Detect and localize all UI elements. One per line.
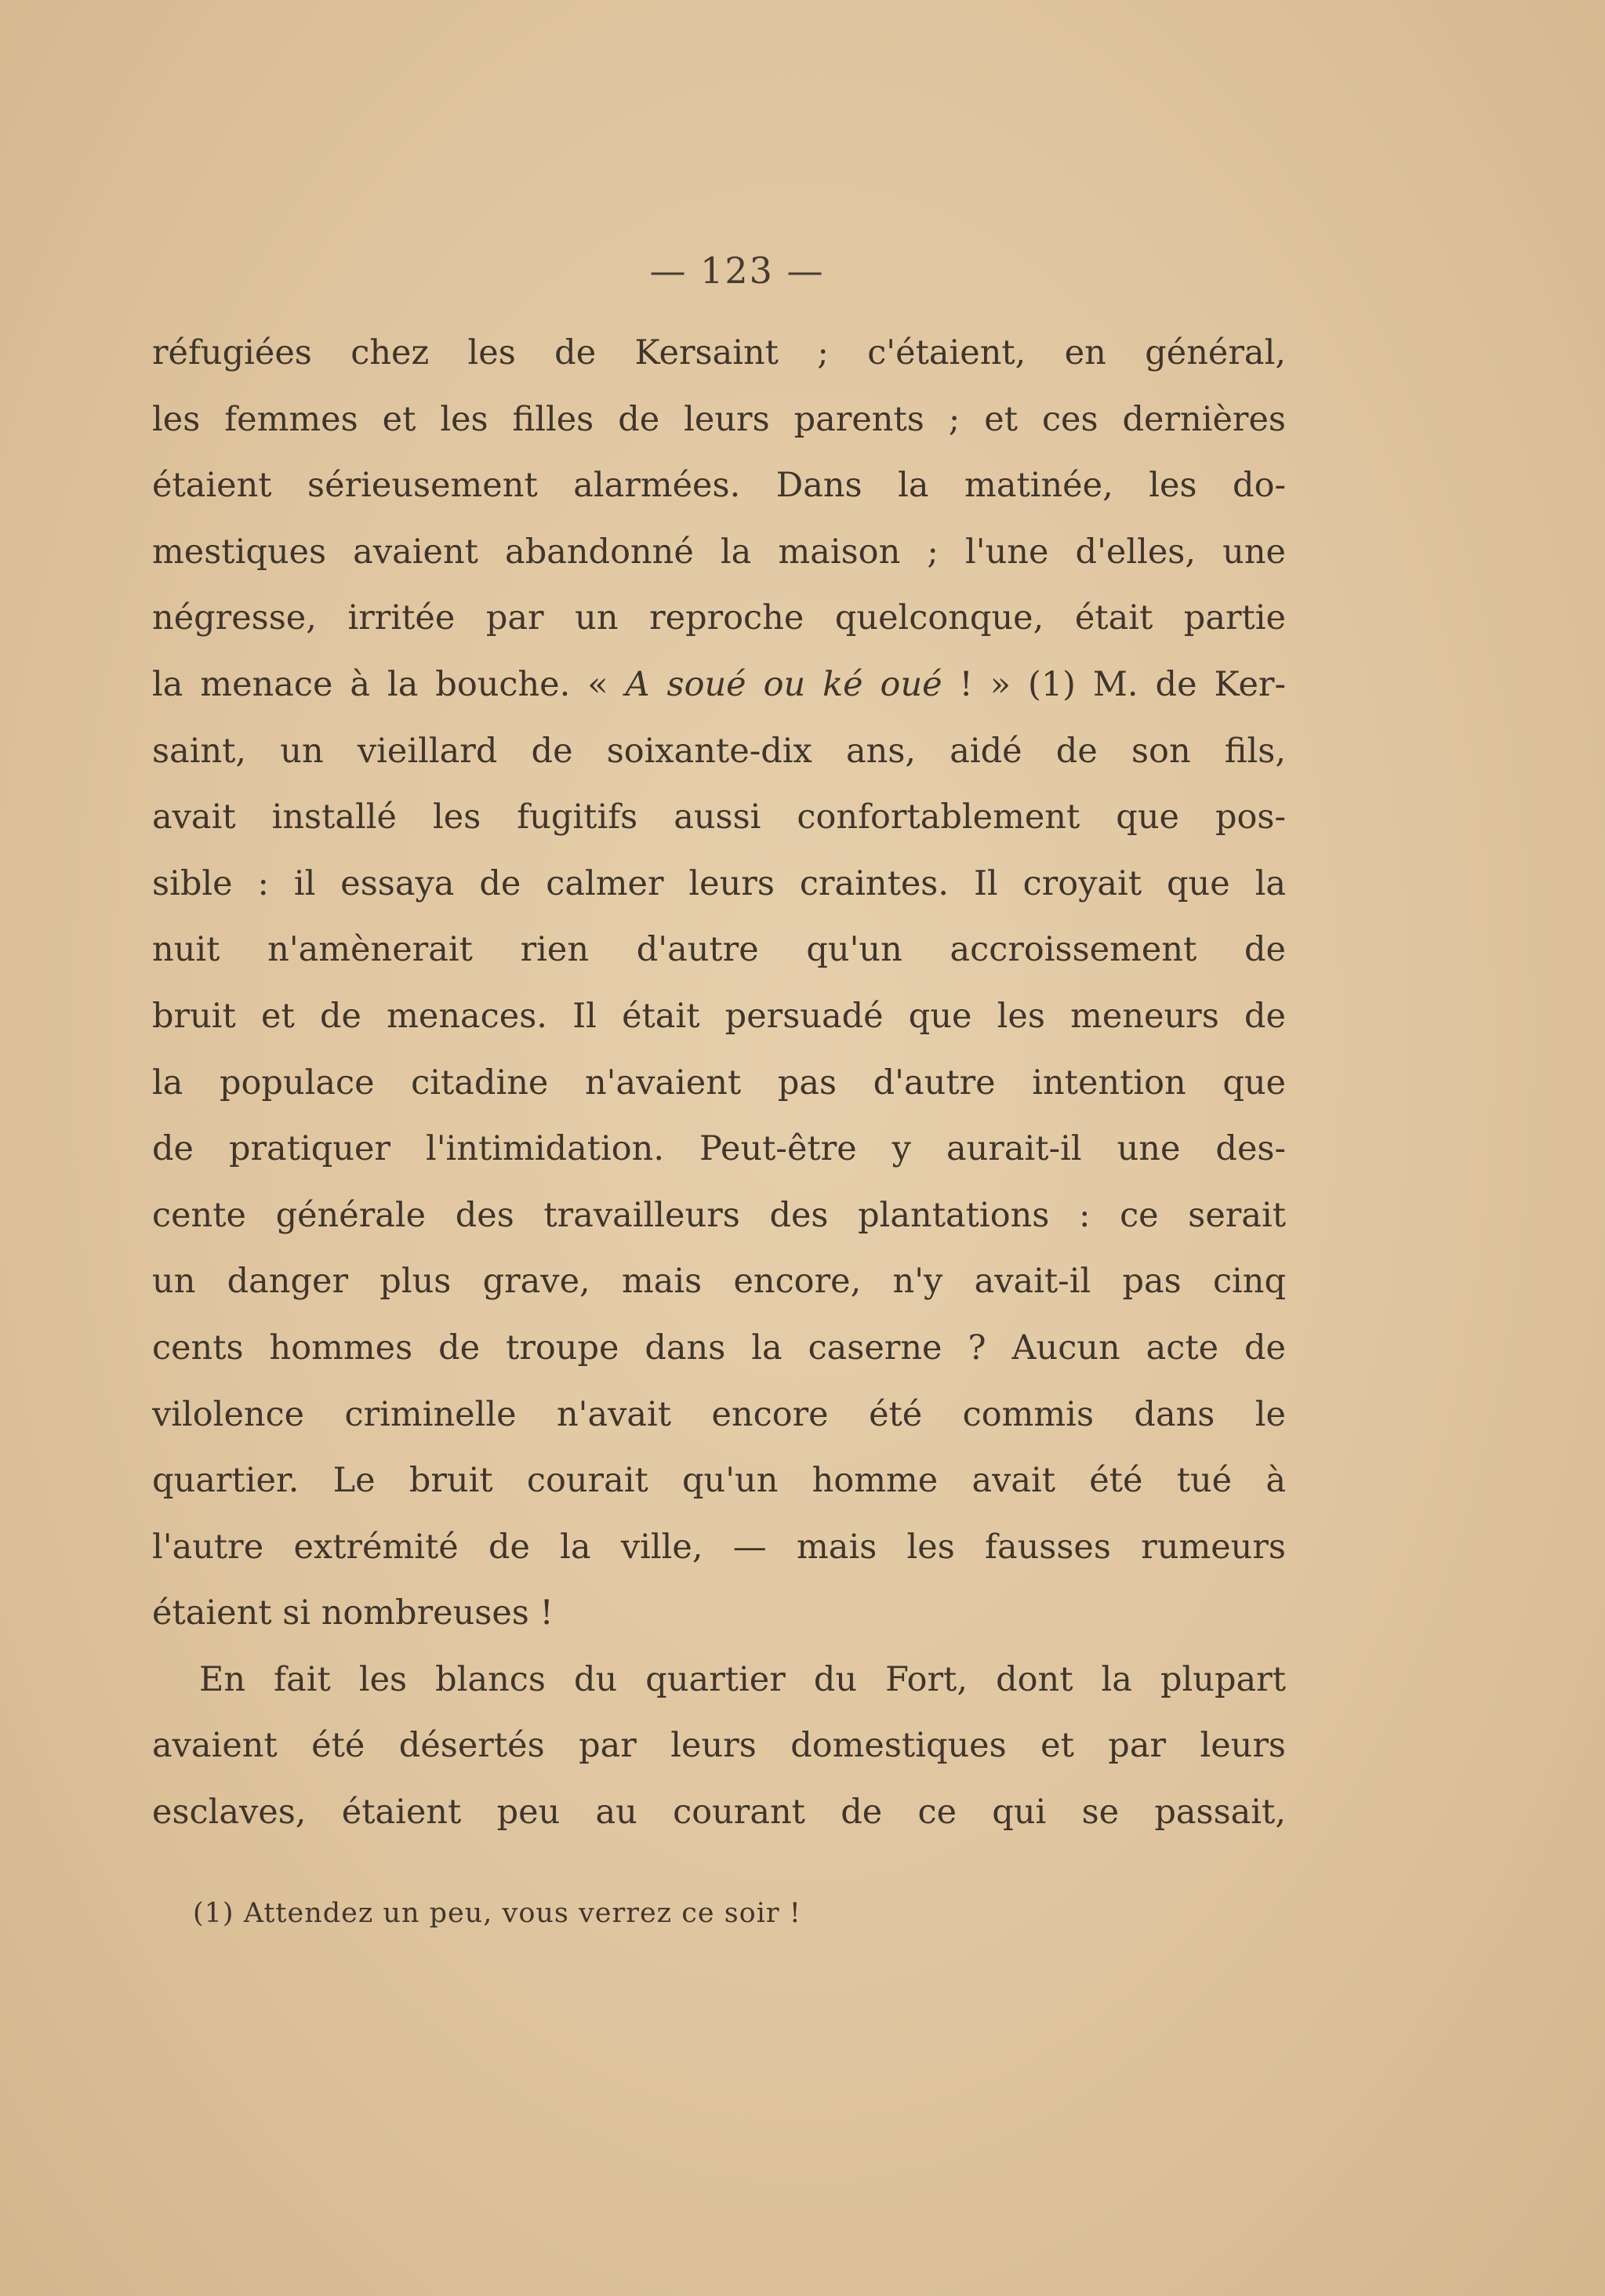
text-line-with-quote [152, 652, 1286, 718]
text-line: bruit et de menaces. Il était persuadé que les meneurs de [152, 996, 1286, 1036]
text-line: la populace citadine n'avaient pas d'autre intention que [152, 1063, 1286, 1103]
text-line: l'autre extrémité de la ville, — mais les fausses rumeurs [152, 1527, 1286, 1567]
text-line: étaient si nombreuses ! [152, 1593, 554, 1633]
text-line: de pratiquer l'intimidation. Peut-être y aurait-il une des- [152, 1129, 1286, 1169]
text-line: cente générale des travailleurs des plantations : ce serait [152, 1195, 1286, 1235]
text-line: En fait les blancs du quartier du Fort, dont la plupart [199, 1659, 1286, 1699]
text-line: négresse, irritée par un reproche quelconque, était partie [152, 598, 1286, 638]
footnote: (1) Attendez un peu, vous verrez ce soir ! [193, 1898, 801, 1929]
text-line: saint, un vieillard de soixante-dix ans, aidé de son fils, [152, 731, 1286, 771]
text-line: vilolence criminelle n'avait encore été commis dans le [152, 1394, 1286, 1434]
creole-quote: A soué ou ké oué [625, 664, 942, 704]
text-line: les femmes et les filles de leurs parents ; et ces dernières [152, 399, 1286, 439]
text-line: avaient été désertés par leurs domestiques et par leurs [152, 1726, 1286, 1766]
body-text [152, 320, 1286, 1846]
text-line: étaient sérieusement alarmées. Dans la matinée, les do- [152, 466, 1286, 506]
text-line: quartier. Le bruit courait qu'un homme avait été tué à [152, 1461, 1286, 1501]
text-line: sible : il essaya de calmer leurs craintes. Il croyait que la [152, 863, 1286, 903]
page-number: — 123 — [649, 249, 825, 292]
text-line: cents hommes de troupe dans la caserne ? Aucun acte de [152, 1328, 1286, 1368]
text-line: mestiques avaient abandonné la maison ; l'une d'elles, une [152, 532, 1286, 572]
text-line: avait installé les fugitifs aussi confortablement que pos- [152, 797, 1286, 837]
text-line: réfugiées chez les de Kersaint ; c'étaient, en général, [152, 333, 1286, 372]
text-line: nuit n'amènerait rien d'autre qu'un accroissement de [152, 930, 1286, 970]
quote-intro: la menace à la bouche. « [152, 664, 626, 704]
text-line: un danger plus grave, mais encore, n'y avait-il pas cinq [152, 1262, 1286, 1302]
quote-outro: ! » (1) M. de Ker- [942, 664, 1286, 704]
text-line: esclaves, étaient peu au courant de ce qui se passait, [152, 1793, 1286, 1833]
